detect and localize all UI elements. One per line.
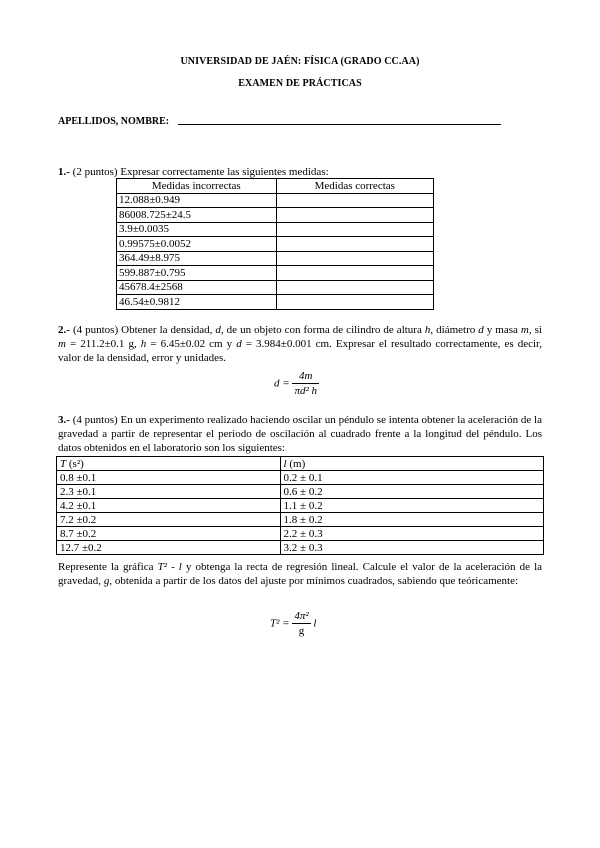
answer-cell[interactable] — [276, 222, 433, 237]
answer-cell[interactable] — [276, 295, 433, 310]
measure-cell: 599.887±0.795 — [117, 266, 277, 281]
q3-formula-fraction: $\frac{\text{4π²}}{g}$ — [294, 610, 309, 637]
measure-cell: 364.49±8.975 — [117, 251, 277, 266]
q3-text: (4 puntos) En un experimento realizado haciendo oscilar un péndulo se intenta obtener la aceleración de la gravedad a partir de representar el periodo de oscilación al cuadrado frente a la longitud del péndulo. Los datos obtenidos en el laboratorio son los siguientes: — [58, 414, 542, 454]
measure-cell: 46.54±0.9812 — [117, 295, 277, 310]
table-row: 4.2 ±0.1 1.1 ± 0.2 — [57, 499, 544, 513]
table-row: 8.7 ±0.2 2.2 ± 0.3 — [57, 527, 544, 541]
q1-table — [116, 178, 434, 310]
table-row — [117, 251, 434, 266]
measure-cell: 3.9±0.0035 — [117, 222, 277, 237]
q3-period-formula: T² = $\frac{\text{4π²}}{g}$ l — [270, 610, 317, 637]
q3-statement — [58, 413, 542, 455]
q1-text: (2 puntos) Expresar correctamente las siguientes medidas: — [69, 166, 329, 178]
q3-table — [56, 456, 544, 555]
q1-table-header — [117, 179, 434, 194]
q3-number: 3.- — [58, 414, 70, 426]
q1-number: 1.- — [58, 166, 70, 178]
q1-statement — [58, 165, 329, 179]
measure-cell: 45678.4±2568 — [117, 280, 277, 295]
answer-cell[interactable] — [276, 266, 433, 281]
table-row: 0.8 ±0.1 0.2 ± 0.1 — [57, 471, 544, 485]
answer-cell[interactable] — [276, 237, 433, 252]
measure-cell: 12.088±0.949 — [117, 193, 277, 208]
q2-density-formula: d = $\frac{4m}{\text{πd² h}}$ — [274, 370, 317, 397]
answer-cell[interactable] — [276, 280, 433, 295]
table-row — [117, 295, 434, 310]
table-row — [117, 222, 434, 237]
q2-formula-fraction: $\frac{4m}{\text{πd² h}}$ — [294, 370, 317, 397]
name-field-line[interactable] — [178, 124, 501, 125]
table-row: 12.7 ±0.2 3.2 ± 0.3 — [57, 541, 544, 555]
table-row — [117, 237, 434, 252]
q2-number: 2.- — [58, 324, 70, 336]
table-row — [117, 208, 434, 223]
q3-table-header — [57, 457, 544, 471]
university-title: UNIVERSIDAD DE JAÉN: FÍSICA (GRADO CC.AA) — [180, 56, 420, 67]
q2-statement: 2.- (4 puntos) Obtener la densidad, d, de un objeto con forma de cilindro de altura h, diámetro d y masa m, si m = 211.2±0.1 g, h = 6.45±0.02 cm y d = 3.984±0.001 cm. Expresar el resultado correctamente, es decir, valor de la densidad, error y unidades. — [58, 324, 542, 364]
q1-col-correct: Medidas correctas — [276, 179, 433, 194]
table-row: 7.2 ±0.2 1.8 ± 0.2 — [57, 513, 544, 527]
name-label: APELLIDOS, NOMBRE: — [58, 116, 170, 127]
answer-cell[interactable] — [276, 193, 433, 208]
measure-cell: 86008.725±24.5 — [117, 208, 277, 223]
answer-cell[interactable] — [276, 251, 433, 266]
table-row — [117, 280, 434, 295]
q1-col-incorrect: Medidas incorrectas — [117, 179, 277, 194]
measure-cell: 0.99575±0.0052 — [117, 237, 277, 252]
table-row — [117, 193, 434, 208]
table-row — [117, 266, 434, 281]
q3-col-period: T (s²) — [57, 457, 281, 471]
exam-title: EXAMEN DE PRÁCTICAS — [238, 78, 362, 89]
q3-col-length: l (m) — [280, 457, 543, 471]
answer-cell[interactable] — [276, 208, 433, 223]
q3-instructions: Represente la gráfica T² - l y obtenga la recta de regresión lineal. Calcule el valor de la aceleración de la gravedad, g, obtenida a partir de los datos del ajuste por mínimos cuadrados, sabiendo que teóricamente: — [58, 561, 543, 587]
table-row: 2.3 ±0.1 0.6 ± 0.2 — [57, 485, 544, 499]
